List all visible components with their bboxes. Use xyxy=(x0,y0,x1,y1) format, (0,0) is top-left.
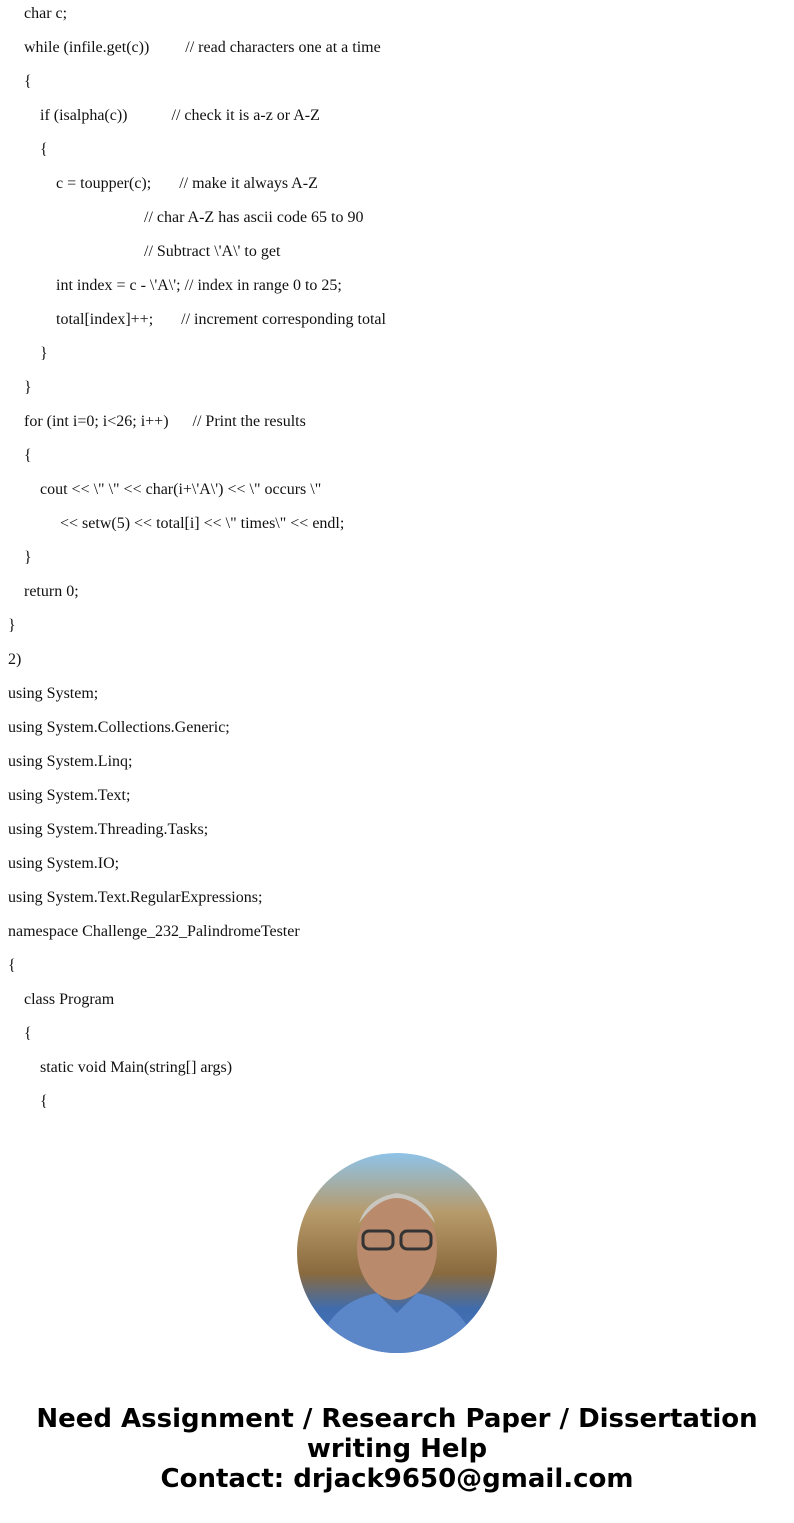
code-line: } xyxy=(24,379,32,396)
code-line: namespace Challenge_232_PalindromeTester xyxy=(8,923,300,940)
code-line: { xyxy=(40,1093,48,1110)
footer-contact: Contact: drjack9650@gmail.com xyxy=(160,1464,634,1494)
code-line: char c; xyxy=(24,5,68,22)
code-line: using System.Threading.Tasks; xyxy=(8,821,209,838)
code-line: c = toupper(c); // make it always A-Z xyxy=(56,175,318,192)
code-line: using System.Collections.Generic; xyxy=(8,719,230,736)
code-line: } xyxy=(8,617,16,634)
code-line: { xyxy=(24,447,32,464)
code-line: class Program xyxy=(24,991,115,1008)
code-line: using System.IO; xyxy=(8,855,120,872)
code-line: static void Main(string[] args) xyxy=(40,1059,233,1076)
code-line: using System.Text.RegularExpressions; xyxy=(8,889,263,906)
code-line: int index = c - \'A\'; // index in range 0 to 25; xyxy=(56,277,342,294)
code-line: // char A-Z has ascii code 65 to 90 xyxy=(144,209,364,226)
code-line: for (int i=0; i<26; i++) // Print the results xyxy=(24,413,306,430)
code-line: { xyxy=(40,141,48,158)
code-line: } xyxy=(40,345,48,362)
code-line: // Subtract \'A\' to get xyxy=(144,243,281,260)
footer-line-1: Need Assignment / Research Paper / Dissertation xyxy=(36,1404,758,1434)
code-line: { xyxy=(24,73,32,90)
code-line: return 0; xyxy=(24,583,79,600)
code-line: total[index]++; // increment corresponding total xyxy=(56,311,386,328)
code-line: { xyxy=(8,957,16,974)
code-line: using System; xyxy=(8,685,99,702)
code-line: if (isalpha(c)) // check it is a-z or A-Z xyxy=(40,107,320,124)
code-line: using System.Text; xyxy=(8,787,131,804)
code-line: cout << \" \" << char(i+\'A\') << \" occurs \" xyxy=(40,481,322,498)
code-line: { xyxy=(24,1025,32,1042)
code-line: } xyxy=(24,549,32,566)
code-line: 2) xyxy=(8,651,22,668)
code-line: << setw(5) << total[i] << \" times\" << endl; xyxy=(60,515,345,532)
footer-line-2: writing Help xyxy=(306,1434,488,1464)
code-line: using System.Linq; xyxy=(8,753,133,770)
code-line: while (infile.get(c)) // read characters one at a time xyxy=(24,39,381,56)
author-photo xyxy=(297,1153,497,1353)
